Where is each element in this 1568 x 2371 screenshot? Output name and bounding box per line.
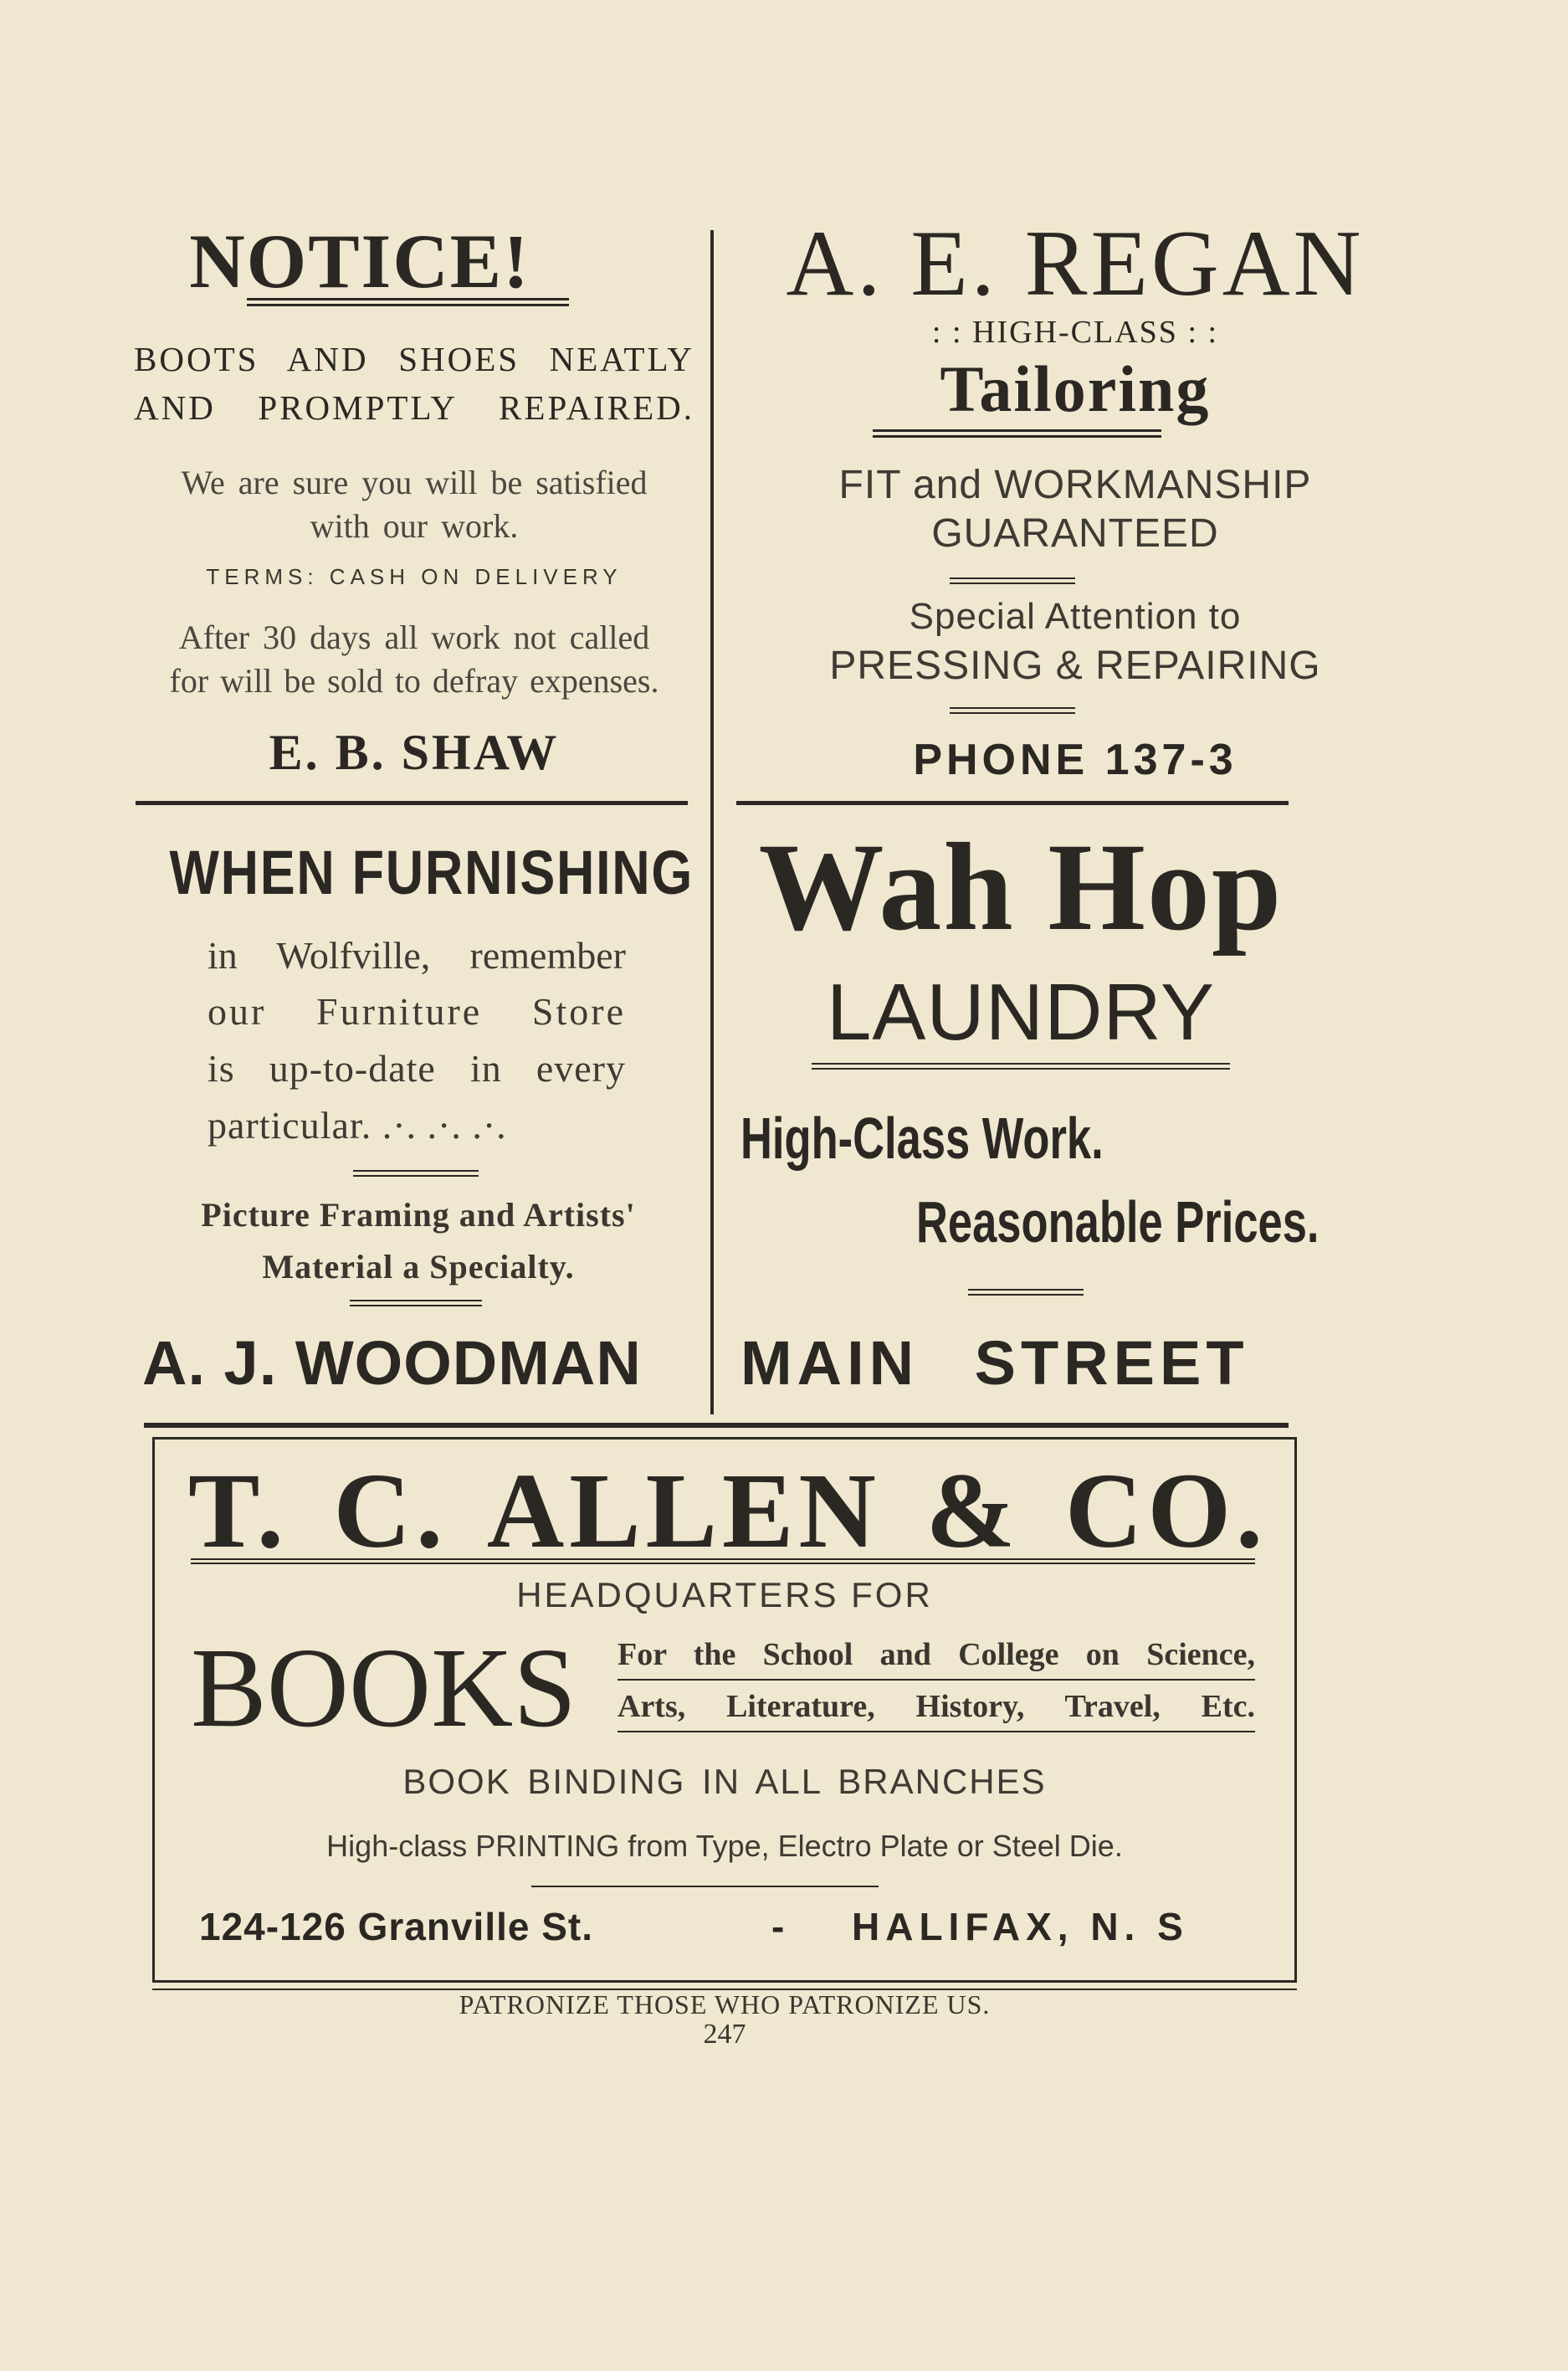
wahhop-laundry-rule [812,1063,1230,1070]
regan-phone: PHONE 137-3 [913,736,1237,784]
regan-tailoring: Tailoring [940,352,1211,425]
wahhop-laundry: LAUNDRY [826,967,1216,1057]
allen-books-desc-1: For the School and College on Science, [617,1637,1255,1672]
regan-subtitle: : : HIGH-CLASS : : [931,315,1219,350]
wahhop-work: High-Class Work. [740,1106,1104,1171]
footer-slogan: PATRONIZE THOSE WHO PATRONIZE US. [459,1989,991,2019]
furnishing-rule [353,1170,479,1177]
allen-printing-rule [531,1886,879,1887]
wahhop-street: MAIN STREET [740,1328,1249,1398]
allen-books-desc-2-rule [617,1731,1255,1732]
furnishing-line-4: particular. .·. .·. .·. [208,1104,507,1147]
allen-title: T. C. ALLEN & CO. [188,1451,1268,1570]
notice-after-2: for will be sold to defray expenses. [169,662,659,700]
regan-tailoring-rule [873,429,1161,438]
wahhop-prices: Reasonable Prices. [916,1189,1319,1255]
furnishing-picture-rule [350,1300,482,1306]
notice-line-1: BOOTS AND SHOES NEATLY [134,340,694,378]
page-number: 247 [703,2019,746,2050]
allen-binding: BOOK BINDING IN ALL BRANCHES [402,1762,1047,1801]
notice-satisfied-2: with our work. [310,507,519,545]
notice-line-2: AND PROMPTLY REPAIRED. [134,388,694,427]
allen-title-rule [191,1558,1255,1564]
regan-special-1: Special Attention to [909,596,1242,637]
regan-fit-rule [950,577,1075,584]
notice-title-rule [247,298,569,306]
right-top-separator [736,801,1289,805]
furnishing-line-3: is up-to-date in every [208,1047,626,1090]
regan-fit-2: GUARANTEED [931,511,1219,556]
allen-printing: High-class PRINTING from Type, Electro Plate or Steel Die. [326,1829,1123,1863]
allen-books-desc-1-rule [617,1679,1255,1681]
allen-books-desc-2: Arts, Literature, History, Travel, Etc. [617,1689,1255,1724]
allen-books: BOOKS [191,1625,576,1751]
notice-title: NOTICE! [189,218,530,304]
furnishing-picture-1: Picture Framing and Artists' [201,1196,636,1234]
regan-special-2: PRESSING & REPAIRING [829,644,1321,688]
furnishing-line-2: our Furniture Store [208,990,626,1033]
furnishing-title: WHEN FURNISHING [169,838,694,907]
notice-after-1: After 30 days all work not called [178,618,650,656]
allen-city: HALIFAX, N. S [852,1905,1189,1948]
furnishing-name: A. J. WOODMAN [142,1328,642,1398]
regan-special-rule [950,707,1075,714]
notice-name: E. B. SHAW [269,725,560,780]
wahhop-prices-rule [968,1289,1084,1296]
allen-headquarters: HEADQUARTERS FOR [516,1575,933,1614]
allen-address-dash: - [771,1905,785,1948]
furnishing-picture-2: Material a Specialty. [262,1248,575,1286]
furnishing-line-1: in Wolfville, remember [208,934,626,977]
notice-satisfied-1: We are sure you will be satisfied [181,464,648,501]
wahhop-title: Wah Hop [758,818,1284,957]
regan-fit-1: FIT and WORKMANSHIP [838,463,1312,507]
regan-title: A. E. REGAN [786,212,1365,316]
column-divider [710,230,714,1414]
notice-terms: TERMS: CASH ON DELIVERY [206,564,623,589]
allen-address: 124-126 Granville St. [199,1905,594,1948]
middle-bottom-separator [144,1423,1289,1428]
left-top-separator [136,801,688,805]
